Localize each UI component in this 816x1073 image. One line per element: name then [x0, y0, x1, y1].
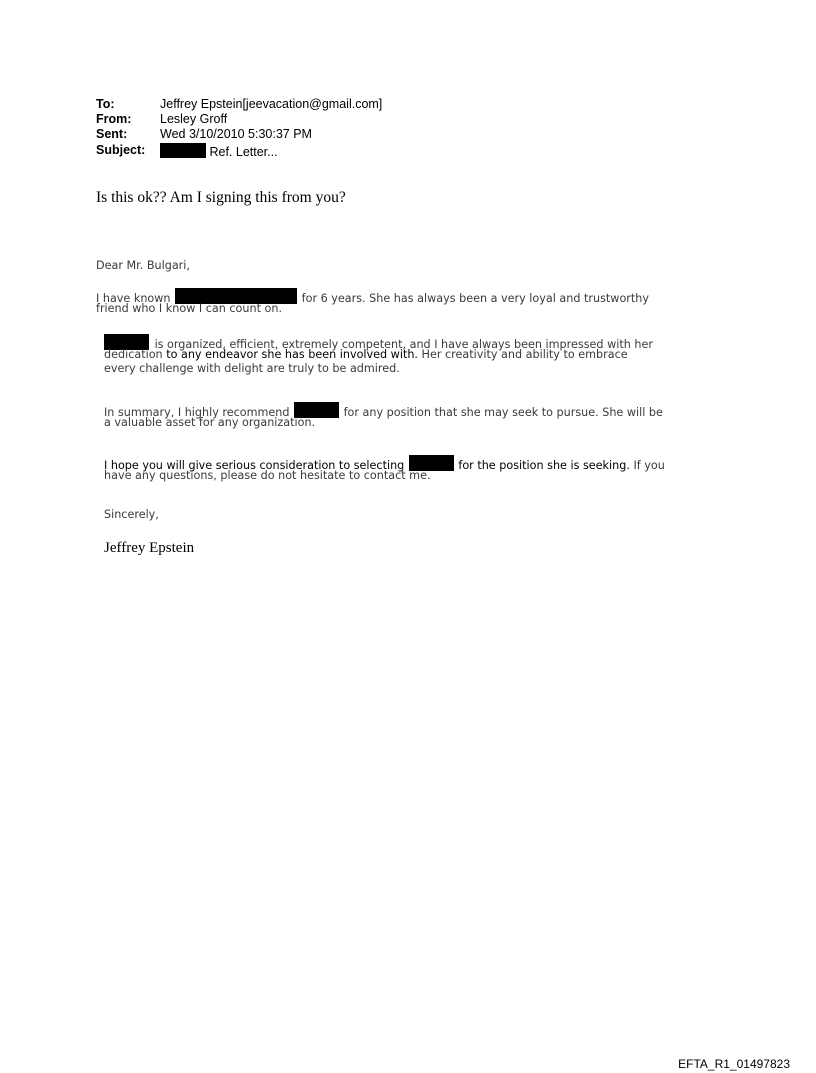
p2-text-a: is organized, efficient, extremely competent, and I have always been impressed with her — [154, 338, 653, 351]
paragraph-4-line-2: have any questions, please do not hesitate to contact me. — [104, 469, 431, 482]
p4-text-c: If you — [633, 459, 665, 472]
to-value: Jeffrey Epstein[jeevacation@gmail.com] — [160, 97, 383, 111]
paragraph-1-line-2: friend who I know I can count on. — [96, 302, 283, 315]
p1-text-a: I have known — [96, 292, 171, 305]
paragraph-3-line-2: a valuable asset for any organization. — [104, 416, 316, 429]
subject-value-row — [160, 143, 278, 160]
p3-text-a: In summary, I highly recommend — [104, 406, 290, 419]
p4-text-b: for the position she is seeking. — [458, 459, 630, 472]
sent-value: Wed 3/10/2010 5:30:37 PM — [160, 127, 312, 141]
p1-text-b: for 6 years. She has always been a very loyal and trustworthy — [301, 292, 649, 305]
p2-text-b1: dedication — [104, 348, 163, 361]
from-value: Lesley Groff — [160, 112, 228, 126]
closing: Sincerely, — [104, 508, 159, 521]
from-label: From: — [96, 112, 132, 126]
p3-text-b: for any position that she may seek to pursue. She will be — [343, 406, 663, 419]
p2-text-b2: to any endeavor she has been involved with. — [166, 348, 418, 361]
to-label: To: — [96, 97, 115, 111]
paragraph-2-line-3: every challenge with delight are truly to be admired. — [104, 362, 400, 375]
subject-value: Ref. Letter... — [209, 145, 278, 159]
p4-text-a: I hope you will give serious consideration to selecting — [104, 459, 405, 472]
paragraph-2-line-2 — [104, 348, 628, 362]
redaction-box — [160, 143, 206, 158]
subject-label: Subject: — [96, 143, 146, 157]
signature: Jeffrey Epstein — [104, 540, 195, 556]
p2-text-b3: Her creativity and ability to embrace — [421, 348, 628, 361]
question-text: Is this ok?? Am I signing this from you? — [96, 189, 346, 206]
sent-label: Sent: — [96, 127, 128, 141]
document-id: EFTA_R1_01497823 — [678, 1057, 790, 1071]
salutation: Dear Mr. Bulgari, — [96, 259, 190, 272]
